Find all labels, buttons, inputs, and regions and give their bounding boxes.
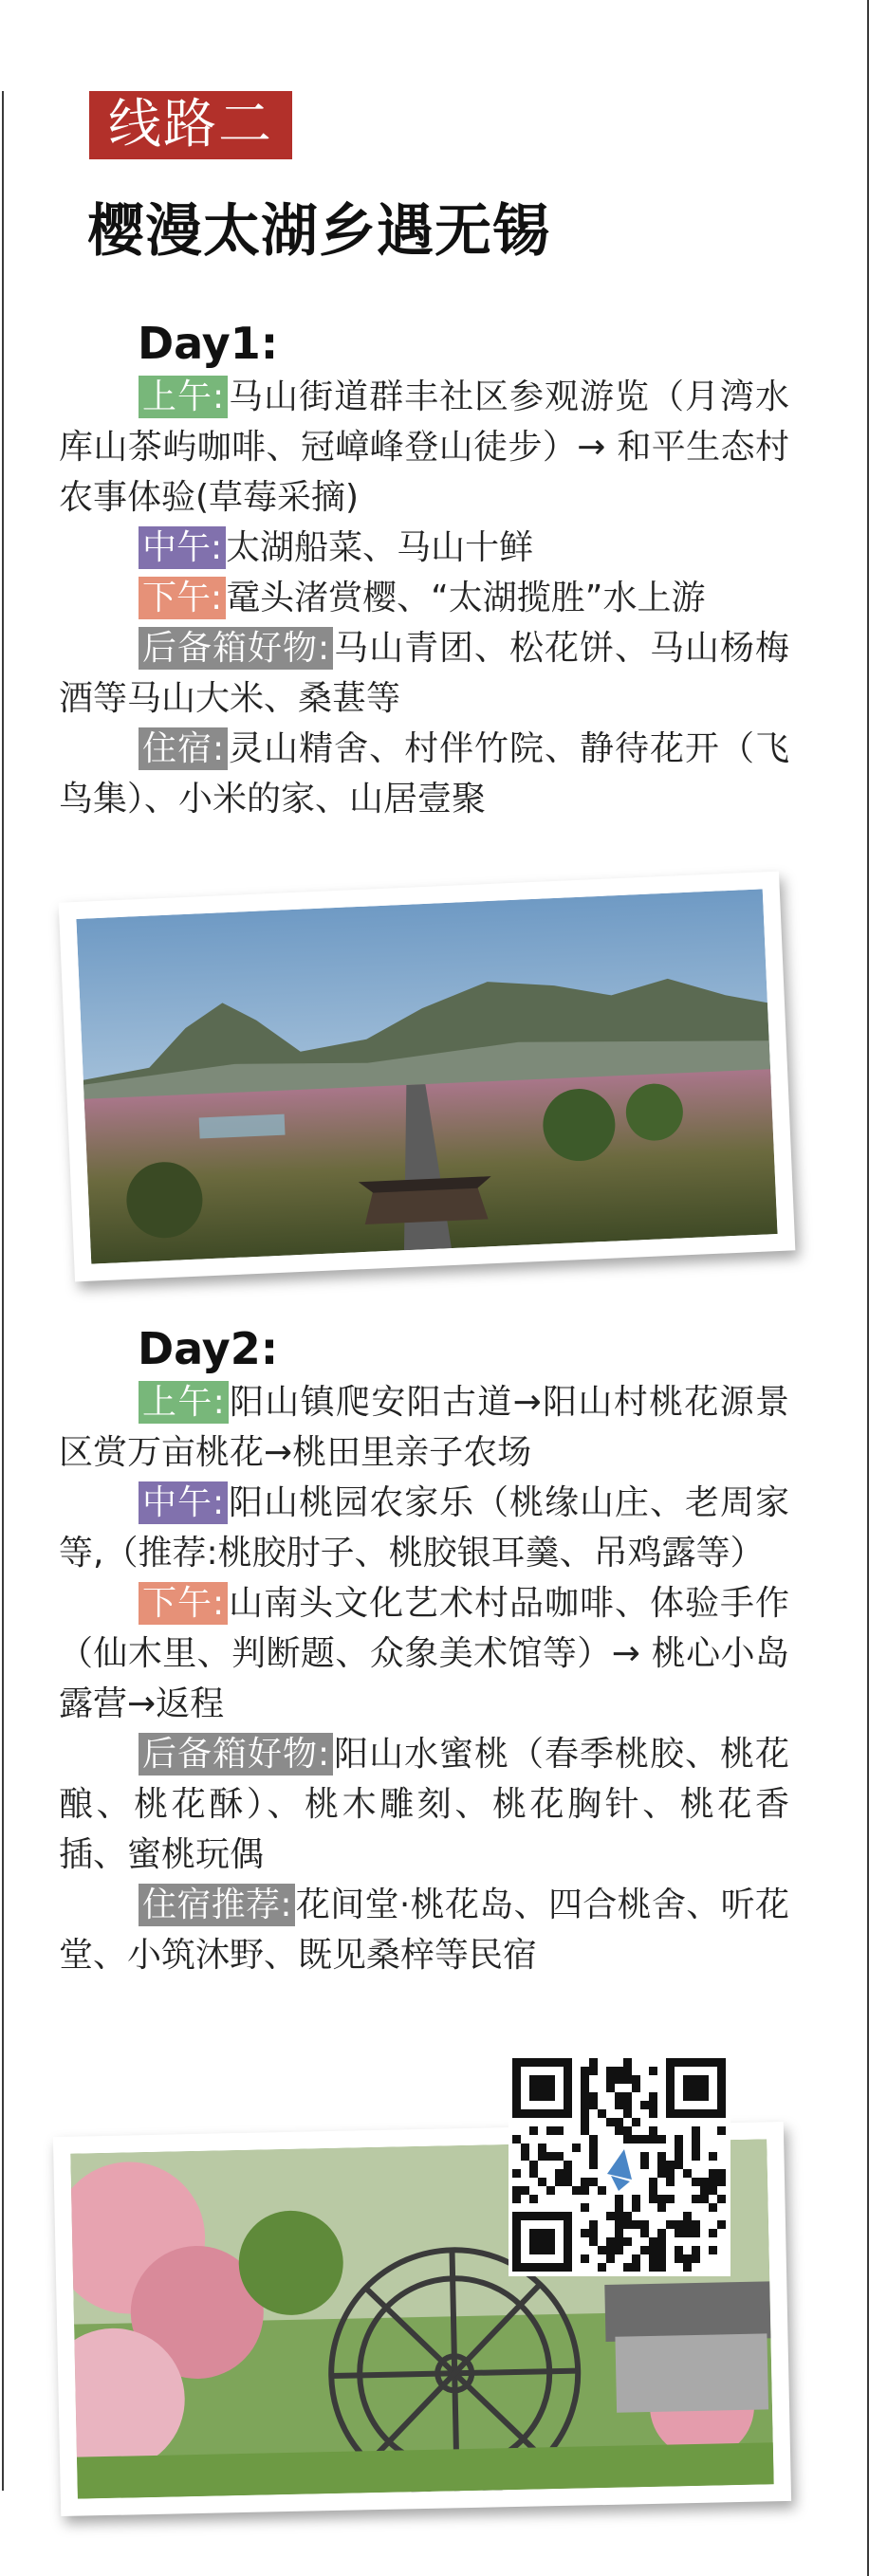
day2-noon-tag: 中午: [139,1481,228,1524]
day1-stay-text: 灵山精舍、村伴竹院、静待花开（飞鸟集）、小米的家、山居壹聚 [59,729,789,819]
left-rule [2,91,4,2491]
day1-stay [59,724,789,824]
day2-morning [59,1377,789,1478]
day2-goods-text: 阳山水蜜桃（春季桃胶、桃花酿、桃花酥）、桃木雕刻、桃花胸针、桃花香插、蜜桃玩偶 [59,1735,789,1874]
day2-stay [59,1880,789,1980]
day2-noon [59,1478,789,1578]
day1-noon-tag: 中午: [139,526,226,569]
day2-noon-text: 阳山桃园农家乐（桃缘山庄、老周家等,（推荐:桃胶肘子、桃胶银耳羹、吊鸡露等） [59,1483,789,1573]
day1-goods-text: 马山青团、松花饼、马山杨梅酒等马山大米、桑葚等 [59,629,789,718]
route-label: 线路二 [89,91,292,159]
qr-code[interactable] [512,2058,727,2272]
landscape-photo [59,872,796,1282]
day2-morning-text: 阳山镇爬安阳古道→阳山村桃花源景区赏万亩桃花→桃田里亲子农场 [59,1383,789,1472]
day2-morning-tag: 上午: [139,1381,229,1424]
day2-goods [59,1729,789,1880]
day2-title: Day2: [138,1323,279,1374]
day1-morning-tag: 上午: [139,376,228,418]
day2-section [59,1377,789,1980]
day1-stay-tag: 住宿: [139,727,228,770]
day1-afternoon [59,573,789,623]
day1-title: Day1: [138,318,279,369]
day2-afternoon [59,1578,789,1729]
day2-goods-tag: 后备箱好物: [139,1733,333,1776]
qr-code-image [512,2058,727,2272]
day1-noon-text: 太湖船菜、马山十鲜 [226,528,534,567]
day2-afternoon-tag: 下午: [139,1582,228,1625]
day1-morning [59,372,789,523]
day1-goods [59,623,789,724]
day1-afternoon-text: 鼋头渚赏樱、“太湖揽胜”水上游 [226,579,706,617]
day1-morning-text: 马山街道群丰社区参观游览（月湾水库山茶屿咖啡、冠嶂峰登山徒步）→ 和平生态村农事体验(草莓采摘) [59,377,789,517]
day1-afternoon-tag: 下午: [139,577,226,619]
page-title: 樱漫太湖乡遇无锡 [87,198,550,265]
day2-stay-tag: 住宿推荐: [139,1884,295,1926]
day1-noon [59,523,789,573]
day1-section [59,372,789,824]
day2-afternoon-text: 山南头文化艺术村品咖啡、体验手作（仙木里、判断题、众象美术馆等）→ 桃心小岛露营→返程 [59,1584,789,1723]
landscape-image [76,889,777,1263]
day2-stay-text: 花间堂·桃花岛、四合桃舍、听花堂、小筑沐野、既见桑梓等民宿 [59,1886,789,1975]
day1-goods-tag: 后备箱好物: [139,627,333,670]
